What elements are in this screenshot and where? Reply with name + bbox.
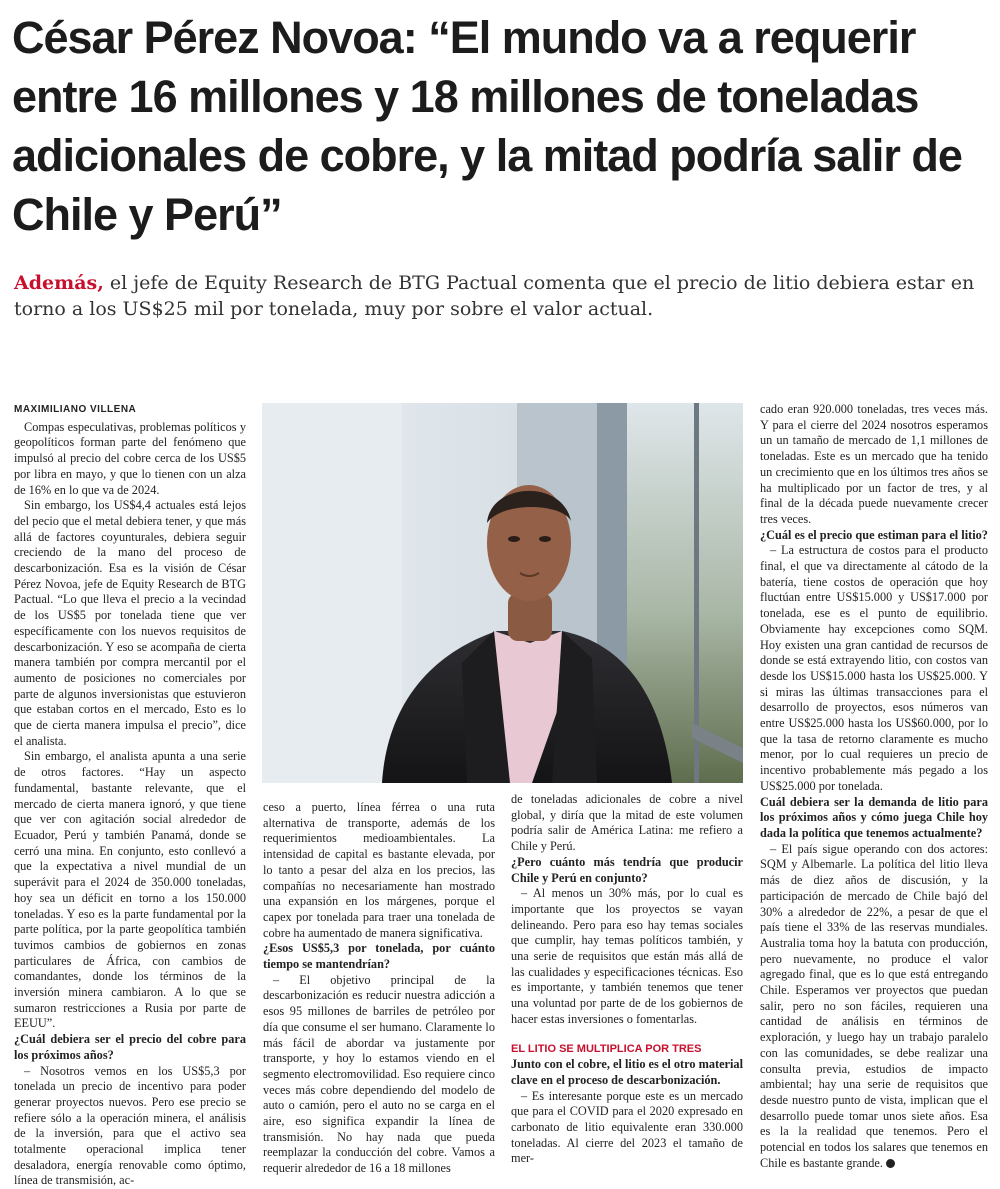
- paragraph: ceso a puerto, línea férrea o una ruta alternativa de transporte, además de los requerimientos medioambientales. La intensidad de capital es bastante elevada, por lo tanto a pesar del alza en los precios, las compañías no necesariamente han mostrado una expansión en los márgenes, porque el capex por tonelada para traer una tonelada de cobre ha aumentado de manera significativa.: [263, 800, 495, 940]
- paragraph: cado eran 920.000 toneladas, tres veces más. Y para el cierre del 2024 nosotros esperamos un un tamaño de mercado de 1,1 millones de toneladas. Este es un mercado que ha tenido un crecimiento que en los últimos tres años se ha multiplicado por un factor de tres, y al final de la década puede nuevamente crecer tres veces.: [760, 402, 988, 526]
- interview-question: ¿Esos US$5,3 por tonelada, por cuánto tiempo se mantendrían?: [263, 941, 495, 972]
- interview-question: ¿Cuál es el precio que estiman para el litio?: [760, 527, 988, 542]
- interview-answer: – Al menos un 30% más, por lo cual es importante que los proyectos se vayan delineando. Pero para eso hay temas sociales que cumplir, hay temas políticos también, y una serie de requisitos que están más allá de las cualidades y especificaciones técnicas. Eso es importante, y también tenemos que tener una voluntad por parte de de los gobiernos de hacer estas inversiones o fomentarlas.: [511, 886, 743, 1026]
- column-1: [14, 402, 246, 1189]
- interview-answer: – La estructura de costos para el producto final, el que va directamente al cátodo de la batería, tiene costos de operación que hoy fluctúan entre US$15.000 y US$17.000 por tonelada, ese es el punto de equilibrio. Obviamente hay excepciones como SQM. Hoy existen una gran cantidad de recursos de donde se está extrayendo litio, con costos van desde los US$15.000 hasta los US$25.000. Y si miras las últimas transacciones para el desarrollo de proyectos, esos números van entre US$25.000 hasta los US$60.000, por lo que la tasa de retorno claramente es mucho menor, por lo cual requieres un precio de incentivo probablemente más pegado a los US$25.000 por tonelada.: [760, 543, 988, 793]
- column-3: [511, 792, 743, 1167]
- interview-answer: – El objetivo principal de la descarbonización es reducir nuestra adicción a esos 95 millones de barriles de petróleo por día que consume el ser humano. Claramente lo más fácil de abordar va justamente por transporte, y hoy lo estamos viendo en el segmento electromovilidad. Eso requiere cinco veces más cobre dependiendo del modelo de auto o camión, pero el auto no se carga en el aire, eso significa expandir la línea de transmisión. No hay nada que pueda reemplazar la conducción del cobre. Vamos a requerir alrededor de 16 a 18 millones: [263, 972, 495, 1176]
- interview-question: ¿Pero cuánto más tendría que producir Chile y Perú en conjunto?: [511, 854, 743, 885]
- portrait-photo: [262, 403, 743, 783]
- section-subhead: EL LITIO SE MULTIPLICA POR TRES: [511, 1042, 702, 1055]
- interview-answer: – Es interesante porque este es un mercado que para el COVID para el 2020 expresado en carbonato de litio equivalente eran 330.000 toneladas. Al cierre del 2023 el tamaño de mer-: [511, 1088, 743, 1166]
- column-2: [263, 800, 495, 1177]
- deck-text: el jefe de Equity Research de BTG Pactual comenta que el precio de litio debiera estar en torno a los US$25 mil por tonelada, muy por sobre el valor actual.: [14, 272, 975, 320]
- paragraph: Sin embargo, los US$4,4 actuales está lejos del pecio que el metal debiera tener, y que más allá de factores coyunturales, debiera seguir creciendo de la mano del proceso de descarbonización. Esa es la visión de César Pérez Novoa, jefe de Equity Research de BTG Pactual. “Lo que lleva el precio a la vecindad de los US$5 por tonelada tiene que ver específicamente con los nuevos requisitos de descarbonización. Y eso se acompaña de cierta manera también por compra mercantil por el aumento de posiciones no comerciales por parte de algunos inversionistas que estuvieron que estaban cortos en el mercado, Esto es lo que de cierta manera impulsa el precio”, dice el analista.: [14, 498, 246, 748]
- interview-question: Junto con el cobre, el litio es el otro material clave en el proceso de descarbonización.: [511, 1057, 743, 1087]
- end-of-article-icon: P: [886, 1159, 895, 1168]
- paragraph: Compas especulativas, problemas políticos y geopolíticos forman parte del fenómeno que impulsó al precio del cobre cerca de los US$5 por libra en mayo, y que lo tienen con un alza de 16% en lo que va de 2024.: [14, 419, 246, 497]
- interview-question: Cuál debiera ser la demanda de litio para los próximos años y cómo juega Chile hoy dada la política que tenemos actualmente?: [760, 794, 988, 840]
- interview-answer: [760, 842, 988, 1172]
- paragraph: Sin embargo, el analista apunta a una serie de otros factores. “Hay un aspecto fundamental, bastante relevante, que el mercado de cierta manera ignoró, y que tiene que ver con agitación social alrededor de Ecuador, Perú y también Panamá, donde se cerró una mina. En conjunto, esto conllevó a que la expectativa a nivel mundial de un superávit para el 2024 de 350.000 toneladas, hoy sea un déficit en torno a los 150.000 toneladas. Y eso es la parte fundamental por la parte política, por la parte geopolítica también tuvimos cambios de gobiernos en zonas particulares de África, con cambios de comandantes, donde los términos de la inversión minera cambiaron. A lo que se sumaron restricciones a Rusia por parte de EEUU”.: [14, 749, 246, 1031]
- deck-lead: Además,: [14, 272, 104, 294]
- interview-answer: – Nosotros vemos en los US$5,3 por tonelada un precio de incentivo para poder generar proyectos nuevos. Pero ese precio se refiere sólo a la operación minera, el análisis de la inversión, para que el activo sea totalmente operacional implica tener desaladora, energía renovable como óptimo, línea de transmisión, ac-: [14, 1063, 246, 1188]
- answer-text: – El país sigue operando con dos actores: SQM y Albemarle. La política del litio lleva más de diez años de discusión, y la participación de mercado de Chile bajó del 30% a alrededor de 22%, a pesar de que el país tiene el 33% de las reservas mundiales. Australia toma hoy la batuta con producción, pero nuevamente, no produce el valor agregado final, que es lo que está entregando Chile. Esperamos ver proyectos que puedan salir, pero no son fáciles, requieren una cantidad de análisis en términos de exploración, y luego hay un trabajo paralelo con las comunidades, se debe realizar una consulta previa, estudios de impacto ambiental; hay una serie de requisitos que desde nuestro punto de vista, implican que el desarrollo puede tomar unos siete años. Esa es la la realidad que tenemos. Pero el potencial en todos los salares que tenemos en Chile es bastante grande.: [760, 841, 988, 1170]
- interview-question: ¿Cuál debiera ser el precio del cobre para los próximos años?: [14, 1032, 246, 1062]
- byline: MAXIMILIANO VILLENA: [14, 404, 137, 415]
- column-4: [760, 402, 988, 1171]
- paragraph: de toneladas adicionales de cobre a nivel global, y diría que la mitad de este volumen podría salir de América Latina: me refiero a Chile y Perú.: [511, 792, 743, 854]
- headline: César Pérez Novoa: “El mundo va a requerir entre 16 millones y 18 millones de toneladas adicionales de cobre, y la mitad podría salir de Chile y Perú”: [12, 12, 962, 240]
- deck: [14, 270, 989, 322]
